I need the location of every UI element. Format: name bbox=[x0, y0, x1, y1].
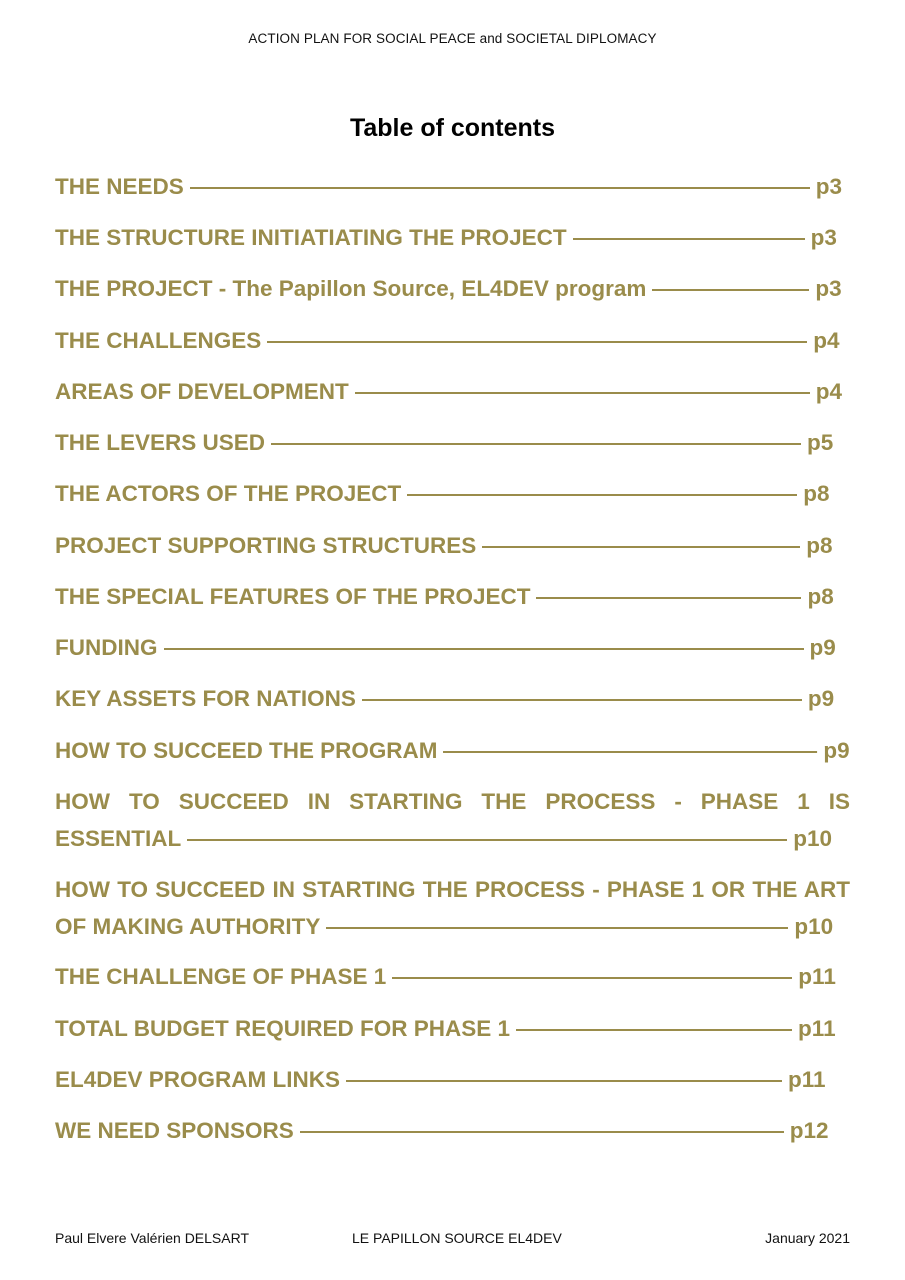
toc-entry[interactable] bbox=[55, 270, 850, 307]
leader-line bbox=[187, 839, 787, 841]
leader-line bbox=[536, 597, 801, 599]
toc-entry[interactable] bbox=[55, 373, 850, 410]
leader-line bbox=[346, 1080, 782, 1082]
toc-entry-page: p3 bbox=[810, 225, 837, 250]
toc-entry-label: AREAS OF DEVELOPMENT bbox=[55, 379, 349, 404]
toc-entry-label: TOTAL BUDGET REQUIRED FOR PHASE 1 bbox=[55, 1016, 511, 1041]
leader-line bbox=[355, 392, 810, 394]
toc-entry[interactable] bbox=[55, 732, 848, 769]
toc-entry-page: p11 bbox=[788, 1067, 826, 1092]
leader-line bbox=[407, 494, 797, 496]
toc-entry-label: WE NEED SPONSORS bbox=[55, 1118, 294, 1143]
toc-entry-label-line1: HOW TO SUCCEED IN STARTING THE PROCESS - PHASE 1 IS bbox=[55, 789, 850, 814]
toc-entry-label-line2: ESSENTIAL bbox=[55, 826, 182, 851]
toc-entry[interactable] bbox=[55, 475, 850, 512]
toc-entry[interactable] bbox=[55, 958, 850, 995]
toc-entry[interactable] bbox=[55, 1061, 850, 1098]
toc-entry[interactable] bbox=[55, 219, 850, 256]
toc-entry[interactable] bbox=[55, 527, 850, 564]
toc-entry[interactable] bbox=[55, 1010, 850, 1047]
toc-entry-label: THE ACTORS OF THE PROJECT bbox=[55, 481, 402, 506]
leader-line bbox=[392, 977, 792, 979]
toc-entry-label-line1: HOW TO SUCCEED IN STARTING THE PROCESS - PHASE 1 OR THE ART bbox=[55, 877, 850, 902]
toc-entry-label: EL4DEV PROGRAM LINKS bbox=[55, 1067, 341, 1092]
toc-entry-page: p11 bbox=[798, 1016, 836, 1041]
toc-entry-label: KEY ASSETS FOR NATIONS bbox=[55, 686, 356, 711]
toc-entry-page: p12 bbox=[789, 1118, 829, 1143]
leader-line bbox=[300, 1131, 784, 1133]
toc-entry-page: p9 bbox=[807, 686, 835, 711]
toc-entry[interactable] bbox=[55, 1112, 850, 1149]
toc-entry[interactable] bbox=[55, 578, 850, 615]
toc-entry-label: THE NEEDS bbox=[55, 174, 184, 199]
leader-line bbox=[267, 341, 807, 343]
leader-line bbox=[482, 546, 800, 548]
toc-entry-page: p9 bbox=[809, 635, 836, 660]
leader-line bbox=[362, 699, 802, 701]
toc-entry-label: THE CHALLENGE OF PHASE 1 bbox=[55, 964, 387, 989]
toc-entry-label: HOW TO SUCCEED THE PROGRAM bbox=[55, 738, 438, 763]
toc-entry-label: FUNDING bbox=[55, 635, 158, 660]
toc-entry-page: p8 bbox=[803, 481, 830, 506]
toc-entry-label: THE CHALLENGES bbox=[55, 328, 262, 353]
toc-entry[interactable] bbox=[55, 629, 850, 666]
toc-entry-page: p11 bbox=[798, 964, 836, 989]
toc-entry-page: p5 bbox=[807, 430, 834, 455]
toc-entry-label: THE LEVERS USED bbox=[55, 430, 266, 455]
toc-entry[interactable] bbox=[55, 322, 850, 359]
leader-line bbox=[516, 1029, 792, 1031]
toc-entry-page: p10 bbox=[794, 914, 834, 939]
page-title: Table of contents bbox=[349, 114, 556, 142]
footer-date: January 2021 bbox=[765, 1230, 850, 1246]
toc-entry-page: p3 bbox=[815, 276, 842, 301]
toc-entry-page: p8 bbox=[807, 584, 834, 609]
footer-center: LE PAPILLON SOURCE EL4DEV bbox=[352, 1230, 562, 1246]
leader-line bbox=[326, 927, 788, 929]
toc-entry-label: THE STRUCTURE INITIATIATING THE PROJECT bbox=[55, 225, 567, 250]
leader-line bbox=[443, 751, 817, 753]
leader-line bbox=[271, 443, 801, 445]
leader-line bbox=[164, 648, 804, 650]
toc-entry[interactable] bbox=[55, 424, 850, 461]
toc-entry-label: THE SPECIAL FEATURES OF THE PROJECT bbox=[55, 584, 531, 609]
toc-entry-page: p4 bbox=[813, 328, 840, 353]
toc-entry[interactable] bbox=[55, 871, 850, 945]
toc-entry[interactable] bbox=[55, 168, 850, 205]
toc-entry-label-line2: OF MAKING AUTHORITY bbox=[55, 914, 321, 939]
toc-entry-page: p3 bbox=[815, 174, 843, 199]
toc-entry-label: THE PROJECT - The Papillon Source, EL4DEV program bbox=[55, 276, 647, 301]
toc-entry-page: p10 bbox=[793, 826, 833, 851]
toc-entry[interactable] bbox=[55, 680, 850, 717]
toc-entry-label: PROJECT SUPPORTING STRUCTURES bbox=[55, 533, 477, 558]
leader-line bbox=[652, 289, 809, 291]
leader-line bbox=[190, 187, 810, 189]
toc-entry-page: p9 bbox=[823, 738, 850, 763]
toc-entry[interactable] bbox=[55, 783, 850, 857]
toc-entry-line2 bbox=[55, 820, 850, 857]
toc-entry-page: p8 bbox=[806, 533, 833, 558]
toc-entry-page: p4 bbox=[815, 379, 843, 404]
leader-line bbox=[573, 238, 805, 240]
running-header: ACTION PLAN FOR SOCIAL PEACE and SOCIETAL DIPLOMACY bbox=[248, 31, 657, 46]
toc-entry-line2 bbox=[55, 908, 850, 945]
footer-author: Paul Elvere Valérien DELSART bbox=[55, 1230, 250, 1246]
